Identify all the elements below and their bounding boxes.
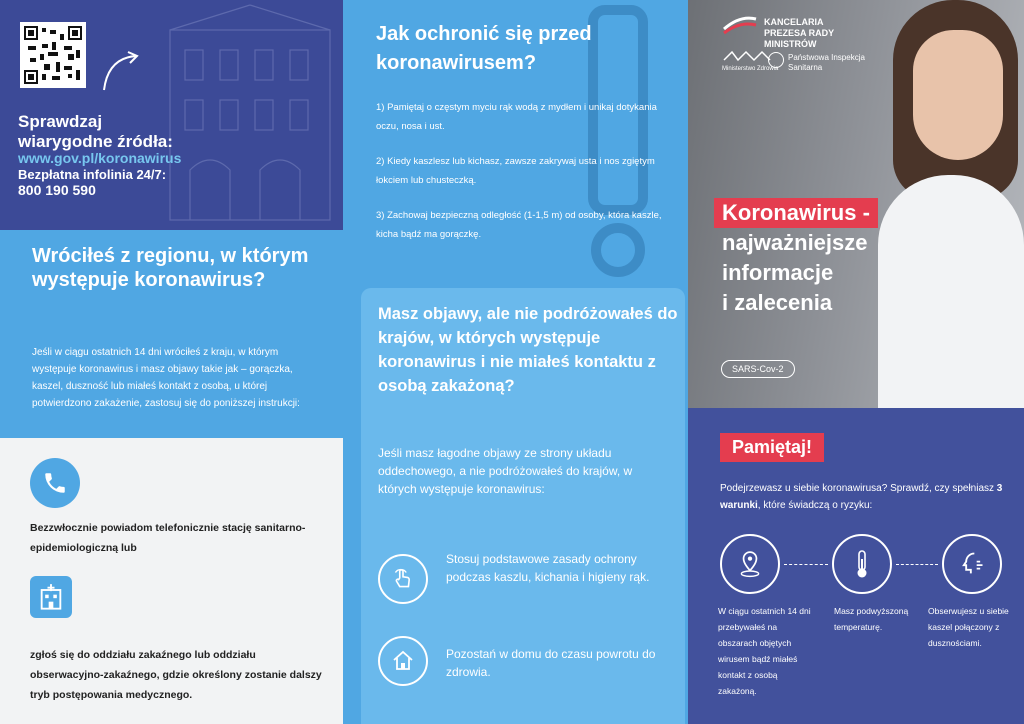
connector-line xyxy=(896,564,938,565)
title-line: najważniejsze xyxy=(722,230,868,255)
doctor-face xyxy=(913,30,1003,160)
org-psi: Państwowa Inspekcja Sanitarna xyxy=(788,53,865,72)
hand-tap-icon xyxy=(378,554,428,604)
check-text xyxy=(720,480,1010,514)
middle-panel xyxy=(343,0,688,724)
thermometer-icon xyxy=(832,534,892,594)
sources-url-link[interactable]: www.gov.pl/koronawirus xyxy=(18,150,182,166)
hotline-label: Bezpłatna infolinia 24/7: xyxy=(18,167,167,182)
check-text-bold: 3 warunki xyxy=(720,483,1003,511)
right-panel xyxy=(688,0,1024,724)
page-title xyxy=(714,198,1014,318)
step-call-text: Bezzwłocznie powiadom telefonicznie stację sanitarno-epidemiologiczną lub xyxy=(30,522,306,554)
advice-hygiene-text: Stosuj podstawowe zasady ochrony podczas kaszlu, kichania i higieny rąk. xyxy=(446,552,650,584)
psi-logo-icon xyxy=(768,52,784,68)
title-highlight: Koronawirus - xyxy=(714,198,878,228)
hospital-icon xyxy=(30,576,72,618)
mz-logo-icon xyxy=(722,50,772,62)
condition-travel: W ciągu ostatnich 14 dni przebywałeś na obszarach objętych wirusem bądź miałeś kontakt z osobą zakażoną. xyxy=(718,606,811,696)
kprm-logo-icon xyxy=(722,13,758,35)
qr-code[interactable] xyxy=(20,22,86,88)
org-kprm: KANCELARIA PREZESA RADY MINISTRÓW xyxy=(764,17,835,49)
condition-temperature: Masz podwyższoną temperaturę. xyxy=(834,606,909,632)
step-hospital-text: zgłoś się do oddziału zakaźnego lub oddziału obserwacyjno-zakaźnego, gdzie określony zostanie dalszy tryb postępowania medycznego. xyxy=(30,649,322,701)
region-heading: Wróciłeś z regionu, w którym występuje koronawirus? xyxy=(32,245,309,291)
sources-section xyxy=(0,0,343,230)
check-text-a: Podejrzewasz u siebie koronawirusa? Sprawdź, czy spełniasz xyxy=(720,483,997,494)
symptoms-card xyxy=(361,288,685,724)
protect-steps xyxy=(376,98,666,260)
sars-badge: SARS-Cov-2 xyxy=(721,360,795,378)
protect-heading: Jak ochronić się przed koronawirusem? xyxy=(376,23,592,74)
connector-line xyxy=(784,564,828,565)
symptoms-heading: Masz objawy, ale nie podróżowałeś do krajów, w których występuje koronawirus i nie miałeś kontaktu z osobą zakażoną? xyxy=(378,305,678,395)
title-line: i zalecenia xyxy=(722,290,833,315)
sources-title: Sprawdzaj wiarygodne źródła: xyxy=(18,112,173,151)
remember-heading: Pamiętaj! xyxy=(720,433,824,462)
region-text: Jeśli w ciągu ostatnich 14 dni wróciłeś z kraju, w którym występuje koronawirus i masz objawy takie jak – gorączka, kaszel, duszność lub miałeś kontakt z osobą, u której potwierdzono zakażenie, zastosuj się do poniższej instrukcji: xyxy=(32,347,300,409)
remember-section xyxy=(688,408,1024,724)
instructions-section xyxy=(0,438,343,724)
advice-home-text: Pozostań w domu do czasu powrotu do zdrowia. xyxy=(446,647,656,679)
phone-icon xyxy=(30,458,80,508)
protect-step: 3) Zachowaj bezpieczną odległość (1-1,5 m) od osoby, która kaszle, kicha bądź ma gorączkę. xyxy=(376,210,662,240)
qr-code-icon xyxy=(24,26,82,84)
location-pin-icon xyxy=(720,534,780,594)
left-panel xyxy=(0,0,343,724)
protect-step: 1) Pamiętaj o częstym myciu rąk wodą z mydłem i unikaj dotykania oczu, nosa i ust. xyxy=(376,102,657,132)
check-text-c: , które świadczą o ryzyku: xyxy=(757,500,873,511)
title-line: informacje xyxy=(722,260,834,285)
region-section xyxy=(0,230,343,438)
curved-arrow-icon xyxy=(100,50,144,94)
hotline-number[interactable]: 800 190 590 xyxy=(18,182,96,198)
condition-cough: Obserwujesz u siebie kaszel połączony z dusznościami. xyxy=(928,606,1009,648)
protect-step: 2) Kiedy kaszlesz lub kichasz, zawsze zakrywaj usta i nos zgiętym łokciem lub chusteczką. xyxy=(376,156,655,186)
symptoms-intro: Jeśli masz łagodne objawy ze strony układu oddechowego, a nie podróżowałeś do krajów, w których występuje koronawirus: xyxy=(378,446,633,496)
cough-icon xyxy=(942,534,1002,594)
org-mz: Ministerstwo Zdrowia xyxy=(722,66,779,72)
home-icon xyxy=(378,636,428,686)
